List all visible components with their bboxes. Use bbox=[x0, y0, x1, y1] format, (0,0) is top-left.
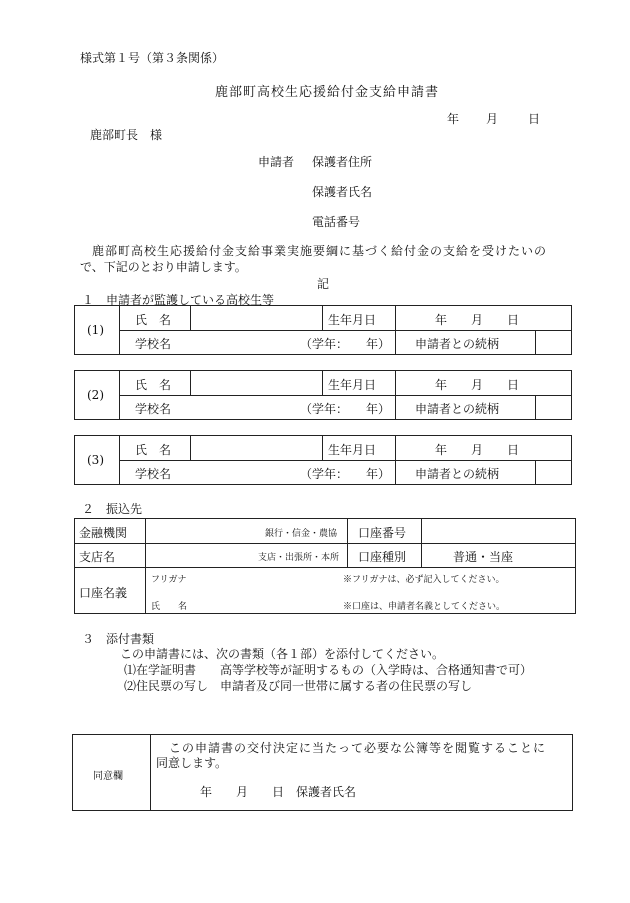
institution-label: 金融機関 bbox=[79, 526, 128, 540]
furigana-label: フリガナ bbox=[151, 575, 187, 585]
account-number-label: 口座番号 bbox=[358, 526, 407, 540]
date-day: 日 bbox=[528, 112, 541, 126]
birth-label: 生年月日 bbox=[328, 313, 377, 327]
student-number: (2) bbox=[87, 388, 104, 402]
consent-box bbox=[72, 734, 573, 811]
student-table bbox=[74, 305, 572, 355]
guardian-name-label: 保護者氏名 bbox=[312, 185, 373, 199]
birth-label: 生年月日 bbox=[328, 378, 377, 392]
name-label: 氏 名 bbox=[135, 443, 172, 457]
phone-label: 電話番号 bbox=[312, 215, 361, 229]
intro-line-2: で、下記のとおり申請します。 bbox=[80, 260, 247, 274]
name-label: 氏 名 bbox=[135, 313, 172, 327]
branch-types: 支店・出張所・本所 bbox=[258, 553, 340, 563]
student-number: (1) bbox=[87, 323, 104, 337]
form-number: 様式第１号（第３条関係） bbox=[80, 51, 225, 65]
addressee: 鹿部町長 様 bbox=[90, 128, 163, 142]
consent-text-2: 同意します。 bbox=[156, 756, 228, 770]
birth-value: 年 月 日 bbox=[435, 313, 520, 327]
consent-sign-line: 年 月 日 保護者氏名 bbox=[200, 785, 357, 799]
account-type-label: 口座種別 bbox=[358, 550, 407, 564]
holder-label: 口座名義 bbox=[79, 586, 128, 600]
student-table bbox=[74, 435, 572, 485]
date-month: 月 bbox=[486, 112, 499, 126]
student-table bbox=[74, 370, 572, 420]
grade-field: （学年： 年） bbox=[300, 337, 391, 351]
attach-intro: この申請書には、次の書類（各１部）を添付してください。 bbox=[120, 647, 445, 661]
attach-item-2: ⑵住民票の写し 申請者及び同一世帯に属する者の住民票の写し bbox=[124, 679, 473, 693]
relation-label: 申請者との続柄 bbox=[415, 337, 500, 351]
student-number: (3) bbox=[87, 453, 104, 467]
account-type-value: 普通・当座 bbox=[453, 550, 514, 564]
ki-mark: 記 bbox=[317, 277, 330, 291]
branch-label: 支店名 bbox=[79, 550, 116, 564]
furigana-note: ※フリガナは、必ず記入してください。 bbox=[343, 575, 505, 585]
birth-value: 年 月 日 bbox=[435, 378, 520, 392]
consent-text-1: この申請書の交付決定に当たって必要な公簿等を閲覧することに bbox=[169, 741, 547, 755]
holder-name-label: 氏 名 bbox=[151, 602, 188, 612]
section-3-heading: ３ 添付書類 bbox=[82, 632, 155, 646]
consent-label: 同意欄 bbox=[93, 771, 123, 782]
birth-value: 年 月 日 bbox=[435, 443, 520, 457]
name-label: 氏 名 bbox=[135, 378, 172, 392]
intro-line-1: 鹿部町高校生応援給付金支給事業実施要綱に基づく給付金の支給を受けたいの bbox=[92, 244, 548, 258]
date-year: 年 bbox=[447, 112, 460, 126]
bank-table bbox=[74, 518, 576, 614]
school-label: 学校名 bbox=[135, 402, 172, 416]
section-1-heading: １ 申請者が監護している高校生等 bbox=[82, 293, 275, 307]
holder-note: ※口座は、申請者名義としてください。 bbox=[343, 602, 506, 612]
relation-label: 申請者との続柄 bbox=[415, 467, 500, 481]
attach-item-1: ⑴在学証明書 高等学校等が証明するもの（入学時は、合格通知書で可） bbox=[124, 663, 533, 677]
grade-field: （学年： 年） bbox=[300, 402, 391, 416]
grade-field: （学年： 年） bbox=[300, 467, 391, 481]
birth-label: 生年月日 bbox=[328, 443, 377, 457]
school-label: 学校名 bbox=[135, 467, 172, 481]
section-2-heading: ２ 振込先 bbox=[82, 502, 143, 516]
school-label: 学校名 bbox=[135, 337, 172, 351]
relation-label: 申請者との続柄 bbox=[415, 402, 500, 416]
form-title: 鹿部町高校生応援給付金支給申請書 bbox=[215, 85, 440, 100]
guardian-address-label: 保護者住所 bbox=[312, 155, 373, 169]
institution-types: 銀行・信金・農協 bbox=[265, 529, 338, 539]
applicant-label: 申請者 bbox=[258, 155, 295, 169]
